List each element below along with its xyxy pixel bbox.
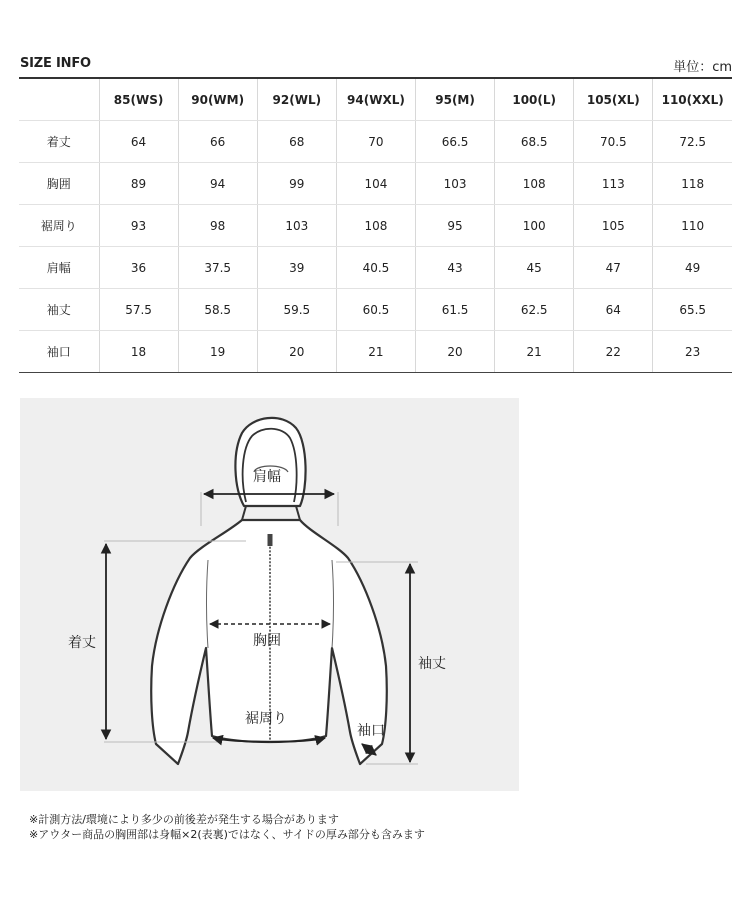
note-line: ※計測方法/環境により多少の前後差が発生する場合があります xyxy=(29,813,339,826)
hem-label: 裾周り xyxy=(245,711,287,727)
table-cell: 57.5 xyxy=(99,289,178,331)
table-cell: 62.5 xyxy=(495,289,574,331)
table-cell: 61.5 xyxy=(416,289,495,331)
table-cell: 20 xyxy=(257,331,336,373)
table-cell: 70 xyxy=(336,121,415,163)
table-header-row xyxy=(19,78,732,121)
table-cell: 68 xyxy=(257,121,336,163)
table-cell: 18 xyxy=(99,331,178,373)
row-label: 胸囲 xyxy=(19,163,99,205)
table-cell: 108 xyxy=(495,163,574,205)
row-label: 袖丈 xyxy=(19,289,99,331)
table-cell: 100 xyxy=(495,205,574,247)
table-cell: 72.5 xyxy=(653,121,732,163)
row-label: 肩幅 xyxy=(19,247,99,289)
table-cell: 49 xyxy=(653,247,732,289)
column-header: 90(WM) xyxy=(178,78,257,121)
table-row xyxy=(19,247,732,289)
jacket-illustration xyxy=(20,398,519,791)
sleeve-length-label: 袖丈 xyxy=(418,656,446,672)
length-label: 着丈 xyxy=(68,635,96,651)
table-row xyxy=(19,205,732,247)
chest-label: 胸囲 xyxy=(253,633,281,649)
table-cell: 66 xyxy=(178,121,257,163)
table-cell: 93 xyxy=(99,205,178,247)
table-cell: 37.5 xyxy=(178,247,257,289)
note-line: ※アウター商品の胸囲部は身幅×2(表裏)ではなく、サイドの厚み部分も含みます xyxy=(29,828,425,841)
table-cell: 21 xyxy=(336,331,415,373)
table-cell: 65.5 xyxy=(653,289,732,331)
table-cell: 36 xyxy=(99,247,178,289)
corner-cell xyxy=(19,78,99,121)
table-row xyxy=(19,331,732,373)
table-cell: 105 xyxy=(574,205,653,247)
measurement-diagram xyxy=(20,398,519,791)
column-header: 105(XL) xyxy=(574,78,653,121)
cuff-label: 袖口 xyxy=(357,723,385,739)
table-cell: 40.5 xyxy=(336,247,415,289)
column-header: 100(L) xyxy=(495,78,574,121)
column-header: 92(WL) xyxy=(257,78,336,121)
table-cell: 103 xyxy=(416,163,495,205)
table-cell: 68.5 xyxy=(495,121,574,163)
table-cell: 39 xyxy=(257,247,336,289)
table-cell: 45 xyxy=(495,247,574,289)
table-cell: 60.5 xyxy=(336,289,415,331)
table-cell: 20 xyxy=(416,331,495,373)
table-cell: 103 xyxy=(257,205,336,247)
table-cell: 108 xyxy=(336,205,415,247)
table-cell: 22 xyxy=(574,331,653,373)
row-label: 裾周り xyxy=(19,205,99,247)
column-header: 110(XXL) xyxy=(653,78,732,121)
table-cell: 43 xyxy=(416,247,495,289)
row-label: 着丈 xyxy=(19,121,99,163)
column-header: 94(WXL) xyxy=(336,78,415,121)
table-cell: 118 xyxy=(653,163,732,205)
table-cell: 89 xyxy=(99,163,178,205)
table-cell: 98 xyxy=(178,205,257,247)
table-cell: 66.5 xyxy=(416,121,495,163)
table-cell: 95 xyxy=(416,205,495,247)
unit-label: 単位：cm xyxy=(673,60,732,75)
section-title: SIZE INFO xyxy=(20,56,91,71)
table-cell: 110 xyxy=(653,205,732,247)
table-cell: 113 xyxy=(574,163,653,205)
table-cell: 70.5 xyxy=(574,121,653,163)
table-cell: 47 xyxy=(574,247,653,289)
size-table xyxy=(19,77,732,373)
table-row xyxy=(19,163,732,205)
table-cell: 21 xyxy=(495,331,574,373)
table-cell: 64 xyxy=(574,289,653,331)
table-cell: 64 xyxy=(99,121,178,163)
column-header: 85(WS) xyxy=(99,78,178,121)
table-row xyxy=(19,289,732,331)
table-cell: 99 xyxy=(257,163,336,205)
table-cell: 94 xyxy=(178,163,257,205)
table-cell: 19 xyxy=(178,331,257,373)
table-cell: 59.5 xyxy=(257,289,336,331)
row-label: 袖口 xyxy=(19,331,99,373)
shoulder-label: 肩幅 xyxy=(253,469,281,485)
table-cell: 104 xyxy=(336,163,415,205)
table-row xyxy=(19,121,732,163)
column-header: 95(M) xyxy=(416,78,495,121)
table-cell: 23 xyxy=(653,331,732,373)
notes xyxy=(29,812,425,842)
table-cell: 58.5 xyxy=(178,289,257,331)
